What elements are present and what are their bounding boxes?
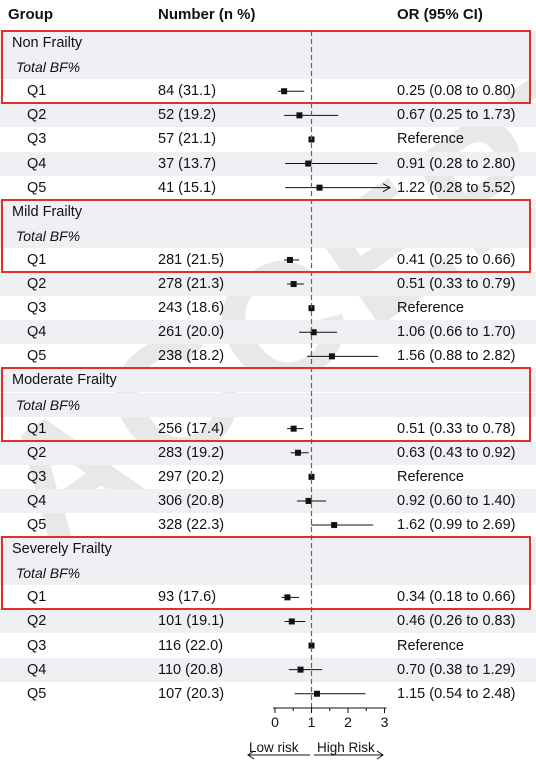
number-cell: 283 (19.2) [158,444,225,461]
number-cell: 57 (21.1) [158,131,217,148]
quartile-label: Q5 [27,179,47,196]
axis-high-label: High Risk [317,740,375,755]
number-cell: 41 (15.1) [158,179,217,196]
x-tick-label: 1 [307,714,316,730]
or-cell: 0.25 (0.08 to 0.80) [397,83,516,100]
quartile-label: Q3 [27,300,47,317]
point-estimate [284,594,290,600]
number-cell: 261 (20.0) [158,324,225,341]
or-cell: 1.22 (0.28 to 5.52) [397,179,516,196]
point-estimate [298,667,304,673]
number-cell: 52 (19.2) [158,107,217,124]
point-estimate [329,353,335,359]
or-cell: 0.67 (0.25 to 1.73) [397,107,516,124]
or-cell: 0.41 (0.25 to 0.66) [397,251,516,268]
or-cell: 1.62 (0.99 to 2.69) [397,517,516,533]
quartile-label: Q1 [27,251,47,268]
or-cell: 1.56 (0.88 to 2.82) [397,348,516,365]
subheading-label: Total BF% [16,565,81,582]
number-cell: 328 (22.3) [158,517,225,533]
x-tick-label: 2 [344,714,352,730]
or-cell: 0.46 (0.26 to 0.83) [397,613,516,630]
x-tick-label: 0 [271,714,279,730]
number-cell: 306 (20.8) [158,492,225,509]
point-estimate [331,522,337,528]
point-estimate [287,257,293,263]
quartile-label: Q5 [27,517,47,533]
subheading-label: Total BF% [16,227,81,244]
number-cell: 116 (22.0) [158,637,224,654]
number-cell: 110 (20.8) [158,661,224,678]
header-number: Number (n %) [158,6,256,23]
or-cell: Reference [397,300,464,317]
subheading-label: Total BF% [16,396,81,413]
point-estimate [314,691,320,697]
subheading-label: Total BF% [16,59,81,76]
number-cell: 256 (17.4) [158,420,225,437]
or-cell: 0.34 (0.18 to 0.66) [397,589,516,606]
quartile-label: Q4 [27,661,47,678]
number-cell: 93 (17.6) [158,589,217,606]
or-cell: 1.06 (0.66 to 1.70) [397,324,516,341]
quartile-label: Q4 [27,155,47,172]
number-cell: 37 (13.7) [158,155,217,172]
group-title: Non Frailty [12,35,83,51]
number-cell: 281 (21.5) [158,251,225,268]
quartile-label: Q2 [27,107,47,124]
quartile-label: Q2 [27,276,47,292]
point-estimate [291,426,297,432]
quartile-label: Q3 [27,637,47,654]
or-cell: Reference [397,468,464,485]
quartile-label: Q3 [27,131,47,148]
or-cell: Reference [397,131,464,148]
point-estimate [305,161,311,167]
point-estimate [296,112,302,118]
or-cell: 0.63 (0.43 to 0.92) [397,444,516,461]
or-cell: 0.92 (0.60 to 1.40) [397,492,516,509]
header-or: OR (95% CI) [397,6,483,23]
or-cell: 0.70 (0.38 to 1.29) [397,661,516,678]
quartile-label: Q1 [27,420,47,437]
quartile-label: Q5 [27,348,47,365]
quartile-label: Q1 [27,589,47,606]
quartile-label: Q4 [27,492,47,509]
axis-low-label: Low risk [249,740,299,755]
or-cell: 1.15 (0.54 to 2.48) [397,685,516,702]
point-estimate [317,185,323,191]
point-estimate [281,88,287,94]
group-title: Mild Frailty [12,203,83,220]
number-cell: 243 (18.6) [158,300,225,317]
x-tick-label: 3 [380,714,389,730]
number-cell: 101 (19.1) [158,613,225,630]
or-cell: 0.51 (0.33 to 0.79) [397,276,516,292]
number-cell: 238 (18.2) [158,348,225,365]
or-cell: 0.91 (0.28 to 2.80) [397,155,516,172]
or-cell: Reference [397,637,464,654]
point-estimate [289,618,295,624]
point-estimate [306,498,312,504]
group-title: Severely Frailty [12,541,112,558]
or-cell: 0.51 (0.33 to 0.78) [397,420,516,437]
number-cell: 107 (20.3) [158,685,225,702]
number-cell: 297 (20.2) [158,468,225,485]
header-group: Group [8,6,53,23]
number-cell: 84 (31.1) [158,83,217,100]
quartile-label: Q4 [27,324,47,341]
number-cell: 278 (21.3) [158,276,225,292]
quartile-label: Q5 [27,685,47,702]
point-estimate [295,450,301,456]
quartile-label: Q1 [27,83,47,100]
group-title: Moderate Frailty [12,372,117,389]
quartile-label: Q2 [27,444,47,461]
point-estimate [291,281,297,287]
quartile-label: Q3 [27,468,47,485]
quartile-label: Q2 [27,613,47,630]
